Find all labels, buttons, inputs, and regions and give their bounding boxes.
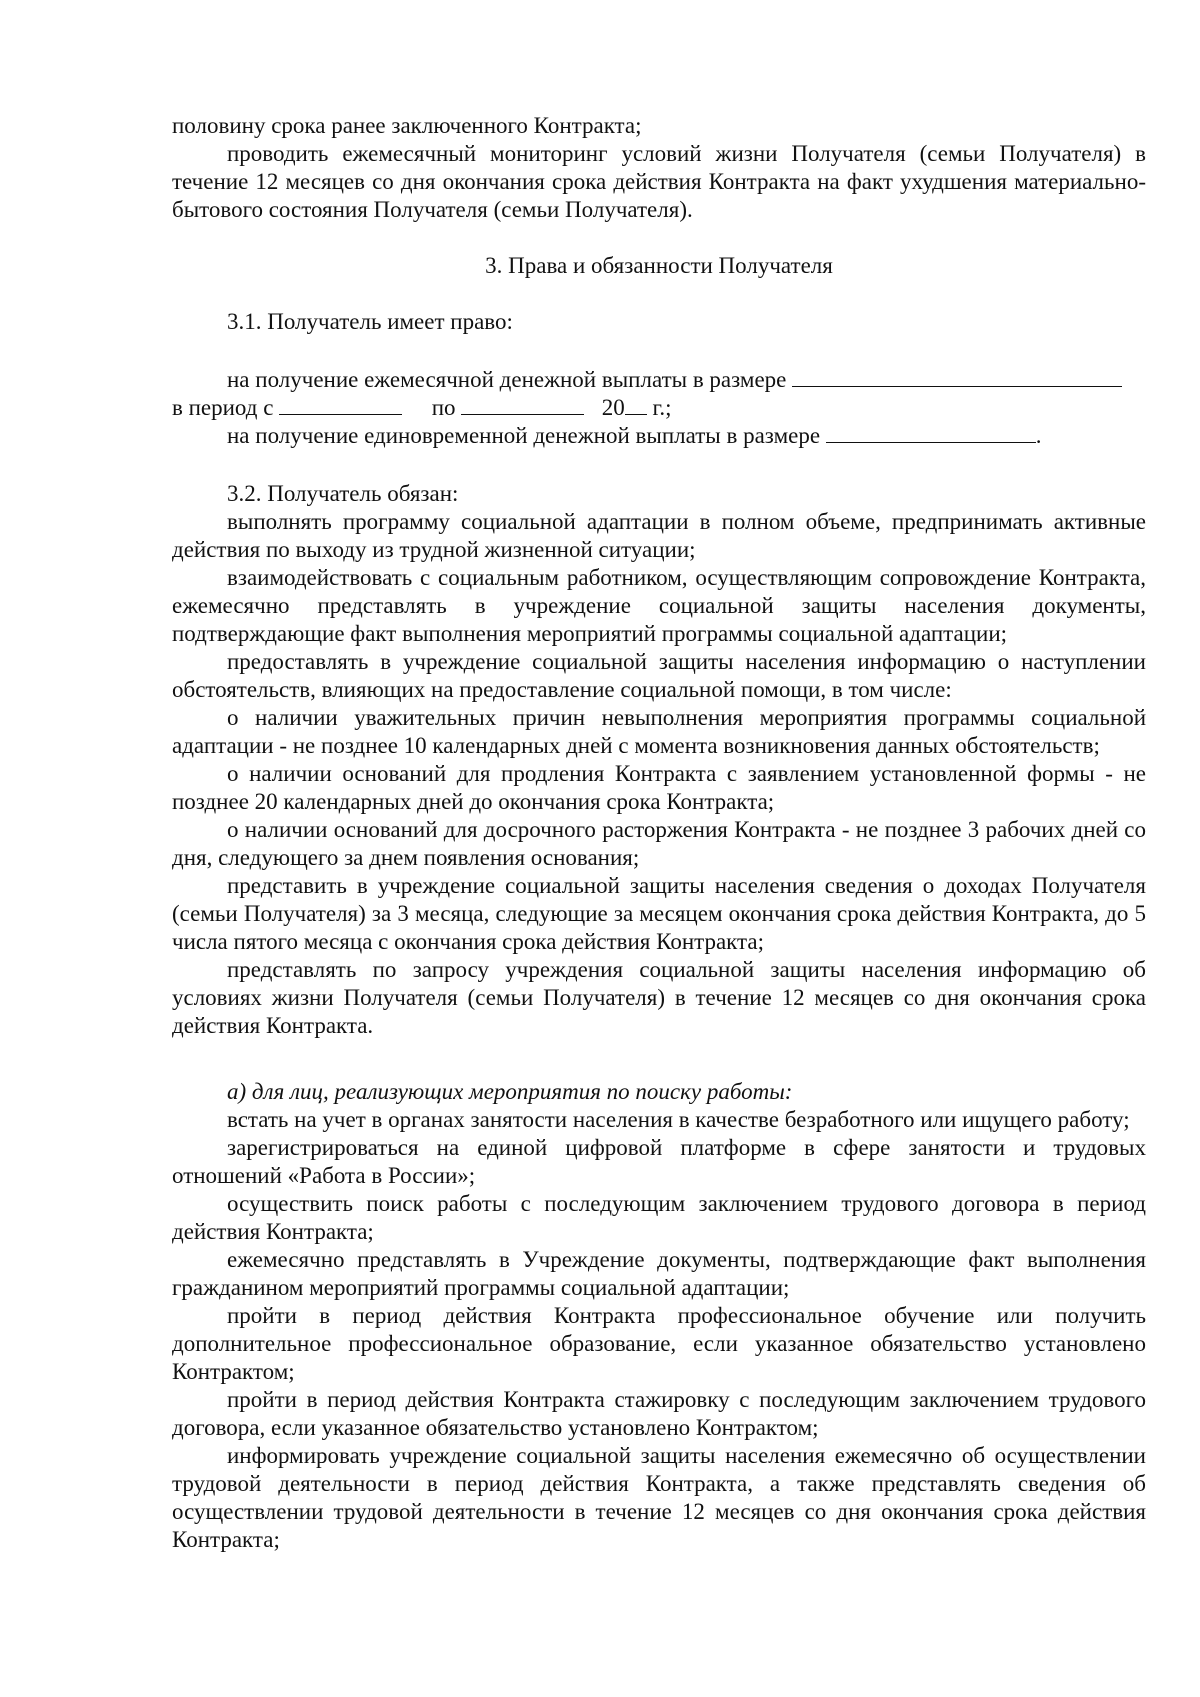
subsection-3-2-title: 3.2. Получатель обязан: <box>227 481 459 506</box>
subsection-3-1-title: 3.1. Получатель имеет право: <box>227 309 513 334</box>
document-page <box>172 112 1146 1554</box>
obligation-paragraph: о наличии оснований для досрочного расторжения Контракта - не позднее 3 рабочих дней со дня, следующего за днем появления основания; <box>172 817 1146 870</box>
obligation-paragraph: о наличии оснований для продления Контракта с заявлением установленной формы - не позднее 20 календарных дней до окончания срока Контракта; <box>172 761 1146 814</box>
monthly-amount-blank[interactable] <box>792 366 1122 387</box>
continuation-line: половину срока ранее заключенного Контракта; <box>172 113 642 138</box>
monthly-payment-line <box>172 366 1146 394</box>
obligation-paragraph: предоставлять в учреждение социальной защиты населения информацию о наступлении обстоятельств, влияющих на предоставление социальной помощи, в том числе: <box>172 649 1146 702</box>
job-search-heading: а) для лиц, реализующих мероприятия по поиску работы: <box>227 1079 793 1104</box>
lump-sum-line <box>172 422 1146 450</box>
lump-sum-suffix: . <box>1035 423 1042 448</box>
period-to-label: по <box>431 395 456 420</box>
period-from-label: в период с <box>172 395 274 420</box>
year-blank[interactable] <box>625 394 647 415</box>
job-search-item: пройти в период действия Контракта стажировку с последующим заключением трудового договора, если указанное обязательство установлено Контрактом; <box>172 1387 1146 1440</box>
job-search-item: зарегистрироваться на единой цифровой платформе в сфере занятости и трудовых отношений «Работа в России»; <box>172 1135 1146 1188</box>
year-suffix: г.; <box>652 395 672 420</box>
period-to-blank[interactable] <box>461 394 584 415</box>
obligation-paragraph: представить в учреждение социальной защиты населения сведения о доходах Получателя (семьи Получателя) за 3 месяца, следующие за месяцем окончания срока действия Контракта, до 5 числа пятого месяца с окончания срока действия Контракта; <box>172 873 1146 954</box>
payment-period-line <box>172 394 1146 422</box>
obligation-paragraph: представлять по запросу учреждения социальной защиты населения информацию об условиях жизни Получателя (семьи Получателя) в течение 12 месяцев со дня окончания срока действия Контракта. <box>172 957 1146 1038</box>
job-search-item: ежемесячно представлять в Учреждение документы, подтверждающие факт выполнения гражданином мероприятий программы социальной адаптации; <box>172 1247 1146 1300</box>
lump-sum-label: на получение единовременной денежной выплаты в размере <box>227 423 821 448</box>
year-prefix: 20 <box>601 395 625 420</box>
job-search-item: осуществить поиск работы с последующим заключением трудового договора в период действия Контракта; <box>172 1191 1146 1244</box>
obligation-paragraph: взаимодействовать с социальным работником, осуществляющим сопровождение Контракта, ежемесячно представлять в учреждение социальной защиты населения документы, подтверждающие факт выполнения мероприятий программы социальной адаптации; <box>172 565 1146 646</box>
job-search-item: пройти в период действия Контракта профессиональное обучение или получить дополнительное профессиональное образование, если указанное обязательство установлено Контрактом; <box>172 1303 1146 1384</box>
lump-sum-blank[interactable] <box>826 422 1036 443</box>
obligation-paragraph: о наличии уважительных причин невыполнения мероприятия программы социальной адаптации - не позднее 10 календарных дней с момента возникновения данных обстоятельств; <box>172 705 1146 758</box>
job-search-item: информировать учреждение социальной защиты населения ежемесячно об осуществлении трудовой деятельности в период действия Контракта, а также представлять сведения об осуществлении трудовой деятельности в течение 12 месяцев со дня окончания срока действия Контракта; <box>172 1443 1146 1552</box>
period-from-blank[interactable] <box>279 394 402 415</box>
job-search-item: встать на учет в органах занятости населения в качестве безработного или ищущего работу; <box>227 1107 1130 1132</box>
paragraph-monitoring: проводить ежемесячный мониторинг условий жизни Получателя (семьи Получателя) в течение 12 месяцев со дня окончания срока действия Контракта на факт ухудшения материально-бытового состояния Получателя (семьи Получателя). <box>172 141 1146 222</box>
obligation-paragraph: выполнять программу социальной адаптации в полном объеме, предпринимать активные действия по выходу из трудной жизненной ситуации; <box>172 509 1146 562</box>
section-title: 3. Права и обязанности Получателя <box>485 253 833 278</box>
monthly-payment-block <box>172 366 1146 422</box>
monthly-payment-label: на получение ежемесячной денежной выплаты в размере <box>227 367 787 392</box>
